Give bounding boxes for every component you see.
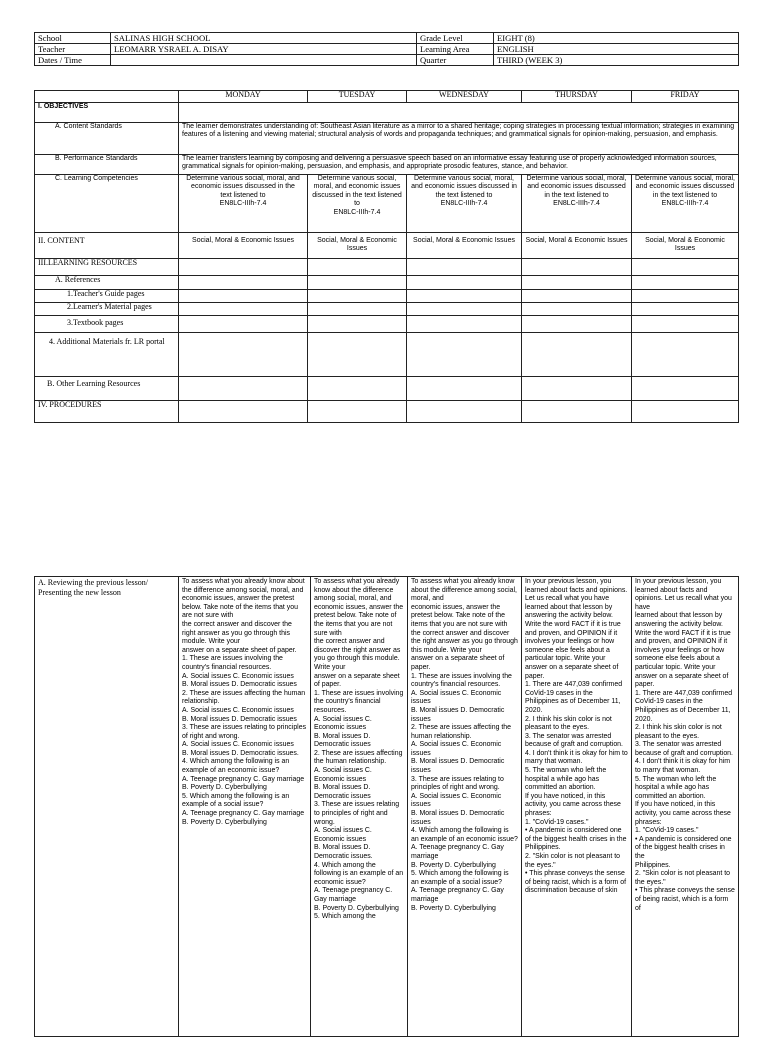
days-header-row [35, 91, 739, 103]
content-standards-label: A. Content Standards [35, 123, 179, 155]
other-wednesday [407, 377, 522, 401]
header-row-school [35, 33, 739, 44]
references-wednesday [407, 276, 522, 290]
other-friday [632, 377, 739, 401]
review-friday: In your previous lesson, you learned about facts and opinions. Let us recall what you have learned about that lesson by answering the activity below. Write the word FACT if it is true and proven, and OPINION if it involves your feelings or how someone else feels about a particular topic. Write your answer on a separate sheet of paper. 1. There are 447,039 confirmed CoVid-19 cases in the Philippines as of December 11, 2020. 2. I think his skin color is not pleasant to the eyes. 3. The senator was arrested because of graft and corruption. 4. I don't think it is okay for him to marry that woman. 5. The woman who left the hospital a while ago has committed an abortion. If you have noticed, in this activity, you came across these phrases: 1. "CoVid-19 cases." • A pandemic is considered one of the biggest health crises in the Philippines. 2. "Skin color is not pleasant to the eyes." • This phrase conveys the sense of being racist, which is a form of [632, 577, 739, 1037]
header-info-table [34, 32, 739, 66]
other-resources-label: B. Other Learning Resources [35, 377, 179, 401]
competencies-label: C. Learning Competencies [35, 175, 179, 233]
content-standards-row [35, 123, 739, 155]
additional-thursday [522, 333, 632, 377]
competency-tuesday: Determine various social, moral, and economic issues discussed in the text listened to EN8LC-IIIh-7.4 [308, 175, 407, 233]
school-label: School [35, 33, 111, 44]
additional-wednesday [407, 333, 522, 377]
procedures-thursday [522, 401, 632, 423]
resources-label: III.LEARNING RESOURCES [35, 259, 179, 276]
resources-wednesday [407, 259, 522, 276]
additional-materials-row [35, 333, 739, 377]
learners-material-label: 2.Learner's Material pages [35, 303, 179, 316]
day-wednesday: WEDNESDAY [407, 91, 522, 103]
other-resources-row [35, 377, 739, 401]
content-monday: Social, Moral & Economic Issues [179, 233, 308, 259]
learning-area-value: ENGLISH [494, 44, 739, 55]
lm-tuesday [308, 303, 407, 316]
textbook-wednesday [407, 316, 522, 333]
grade-level-label: Grade Level [417, 33, 494, 44]
day-tuesday: TUESDAY [308, 91, 407, 103]
lm-monday [179, 303, 308, 316]
competency-thursday: Determine various social, moral, and economic issues discussed in the text listened to EN8LC-IIIh-7.4 [522, 175, 632, 233]
review-thursday: In your previous lesson, you learned about facts and opinions. Let us recall what you have learned about that lesson by answering the activity below. Write the word FACT if it is true and proven, and OPINION if it involves your feelings or how someone else feels about a particular topic. Write your answer on a separate sheet of paper. 1. There are 447,039 confirmed CoVid-19 cases in the Philippines as of December 11, 2020. 2. I think his skin color is not pleasant to the eyes. 3. The senator was arrested because of graft and corruption. 4. I don't think it is okay for him to marry that woman. 5. The woman who left the hospital a while ago has committed an abortion. If you have noticed, in this activity, you came across these phrases: 1. "CoVid-19 cases." • A pandemic is considered one of the biggest health crises in the Philippines. 2. "Skin color is not pleasant to the eyes." • This phrase conveys the sense of being racist, which is a form of discrimination because of skin [522, 577, 632, 1037]
references-friday [632, 276, 739, 290]
review-row [35, 577, 739, 1037]
learners-material-row [35, 303, 739, 316]
content-tuesday: Social, Moral & Economic Issues [308, 233, 407, 259]
performance-standards-text: The learner transfers learning by composing and delivering a persuasive speech based on an informative essay featuring use of properly acknowledged information sources, grammatical signals for opinion-making, persuasion, and emphasis, and appropriate prosodic features, stance, and behavior. [179, 155, 739, 175]
objectives-heading: I. OBJECTIVES [35, 103, 179, 123]
competency-friday: Determine various social, moral, and economic issues discussed in the text listened to EN8LC-IIIh-7.4 [632, 175, 739, 233]
tg-friday [632, 290, 739, 303]
day-monday: MONDAY [179, 91, 308, 103]
textbook-monday [179, 316, 308, 333]
other-monday [179, 377, 308, 401]
procedures-monday [179, 401, 308, 423]
textbook-friday [632, 316, 739, 333]
content-standards-text: The learner demonstrates understanding of: Southeast Asian literature as a mirror to a shared heritage; coping strategies in processing textual information; strategies in examining features of a listening and viewing material; structural analysis of words and propaganda techniques; and grammatical signals for opinion-making, persuasion, and emphasis. [179, 123, 739, 155]
references-label: A. References [35, 276, 179, 290]
review-previous-lesson-label: A. Reviewing the previous lesson/ Presenting the new lesson [35, 577, 179, 1037]
learning-area-label: Learning Area [417, 44, 494, 55]
review-wednesday: To assess what you already know about the difference among social, moral, and economic issues, answer the pretest below. Take note of the items that you are not sure with the correct answer and discover the right answer as you go through this module. Write your answer on a separate sheet of paper. 1. These are issues involving the country's financial resources. A. Social issues C. Economic issues B. Moral issues D. Democratic issues 2. These are issues affecting the human relationship. A. Social issues C. Economic issues B. Moral issues D. Democratic issues 3. These are issues relating to principles of right and wrong. A. Social issues C. Economic issues B. Moral issues D. Democratic issues 4. Which among the following is an example of an economic issue? A. Teenage pregnancy C. Gay marriage B. Poverty D. Cyberbullying 5. Which among the following is an example of a social issue? A. Teenage pregnancy C. Gay marriage B. Poverty D. Cyberbullying [408, 577, 522, 1037]
resources-friday [632, 259, 739, 276]
competency-wednesday: Determine various social, moral, and economic issues discussed in the text listened to EN8LC-IIIh-7.4 [407, 175, 522, 233]
textbook-row [35, 316, 739, 333]
resources-tuesday [308, 259, 407, 276]
resources-row [35, 259, 739, 276]
grade-level-value: EIGHT (8) [494, 33, 739, 44]
teachers-guide-label: 1.Teacher's Guide pages [35, 290, 179, 303]
content-wednesday: Social, Moral & Economic Issues [407, 233, 522, 259]
procedures-row [35, 401, 739, 423]
header-row-dates [35, 55, 739, 66]
references-monday [179, 276, 308, 290]
teacher-value: LEOMARR YSRAEL A. DISAY [111, 44, 417, 55]
school-value: SALINAS HIGH SCHOOL [111, 33, 417, 44]
teacher-label: Teacher [35, 44, 111, 55]
resources-monday [179, 259, 308, 276]
corner-cell [35, 91, 179, 103]
procedures-label: IV. PROCEDURES [35, 401, 179, 423]
dates-time-label: Dates / Time [35, 55, 111, 66]
additional-materials-label: 4. Additional Materials fr. LR portal [35, 333, 179, 377]
other-tuesday [308, 377, 407, 401]
objectives-row [35, 103, 739, 123]
day-friday: FRIDAY [632, 91, 739, 103]
procedures-friday [632, 401, 739, 423]
quarter-label: Quarter [417, 55, 494, 66]
tg-tuesday [308, 290, 407, 303]
lm-friday [632, 303, 739, 316]
header-row-teacher [35, 44, 739, 55]
performance-standards-row [35, 155, 739, 175]
additional-tuesday [308, 333, 407, 377]
references-row [35, 276, 739, 290]
textbook-thursday [522, 316, 632, 333]
tg-wednesday [407, 290, 522, 303]
review-tuesday: To assess what you already know about the difference among social, moral, and economic issues, answer the pretest below. Take note of the items that you are not sure with the correct answer and discover the right answer as you go through this module. Write your answer on a separate sheet of paper. 1. These are issues involving the country's financial resources. A. Social issues C. Economic issues B. Moral issues D. Democratic issues 2. These are issues affecting the human relationship. A. Social issues C. Economic issues B. Moral issues D. Democratic issues 3. These are issues relating to principles of right and wrong. A. Social issues C. Economic issues B. Moral issues D. Democratic issues. 4. Which among the following is an example of an economic issue? A. Teenage pregnancy C. Gay marriage B. Poverty D. Cyberbullying 5. Which among the [311, 577, 408, 1037]
tg-thursday [522, 290, 632, 303]
lesson-plan-table [34, 90, 739, 423]
competency-monday: Determine various social, moral, and economic issues discussed in the text listened to EN8LC-IIIh-7.4 [179, 175, 308, 233]
review-monday: To assess what you already know about the difference among social, moral, and economic issues, answer the pretest below. Take note of the items that you are not sure with the correct answer and discover the right answer as you go through this module. Write your answer on a separate sheet of paper. 1. These are issues involving the country's financial resources. A. Social issues C. Economic issues B. Moral issues D. Democratic issues 2. These are issues affecting the human relationship. A. Social issues C. Economic issues B. Moral issues D. Democratic issues 3. These are issues relating to principles of right and wrong. A. Social issues C. Economic issues B. Moral issues D. Democratic issues. 4. Which among the following is an example of an economic issue? A. Teenage pregnancy C. Gay marriage B. Poverty D. Cyberbullying 5. Which among the following is an example of a social issue? A. Teenage pregnancy C. Gay marriage B. Poverty D. Cyberbullying [179, 577, 311, 1037]
textbook-tuesday [308, 316, 407, 333]
lm-wednesday [407, 303, 522, 316]
content-thursday: Social, Moral & Economic Issues [522, 233, 632, 259]
content-row [35, 233, 739, 259]
lm-thursday [522, 303, 632, 316]
objectives-blank [179, 103, 739, 123]
content-label: II. CONTENT [35, 233, 179, 259]
additional-friday [632, 333, 739, 377]
references-thursday [522, 276, 632, 290]
resources-thursday [522, 259, 632, 276]
additional-monday [179, 333, 308, 377]
performance-standards-label: B. Performance Standards [35, 155, 179, 175]
procedures-wednesday [407, 401, 522, 423]
textbook-label: 3.Textbook pages [35, 316, 179, 333]
procedures-tuesday [308, 401, 407, 423]
tg-monday [179, 290, 308, 303]
day-thursday: THURSDAY [522, 91, 632, 103]
teachers-guide-row [35, 290, 739, 303]
procedures-table [34, 576, 739, 1037]
dates-time-value [111, 55, 417, 66]
competencies-row [35, 175, 739, 233]
references-tuesday [308, 276, 407, 290]
other-thursday [522, 377, 632, 401]
quarter-value: THIRD (WEEK 3) [494, 55, 739, 66]
content-friday: Social, Moral & Economic Issues [632, 233, 739, 259]
